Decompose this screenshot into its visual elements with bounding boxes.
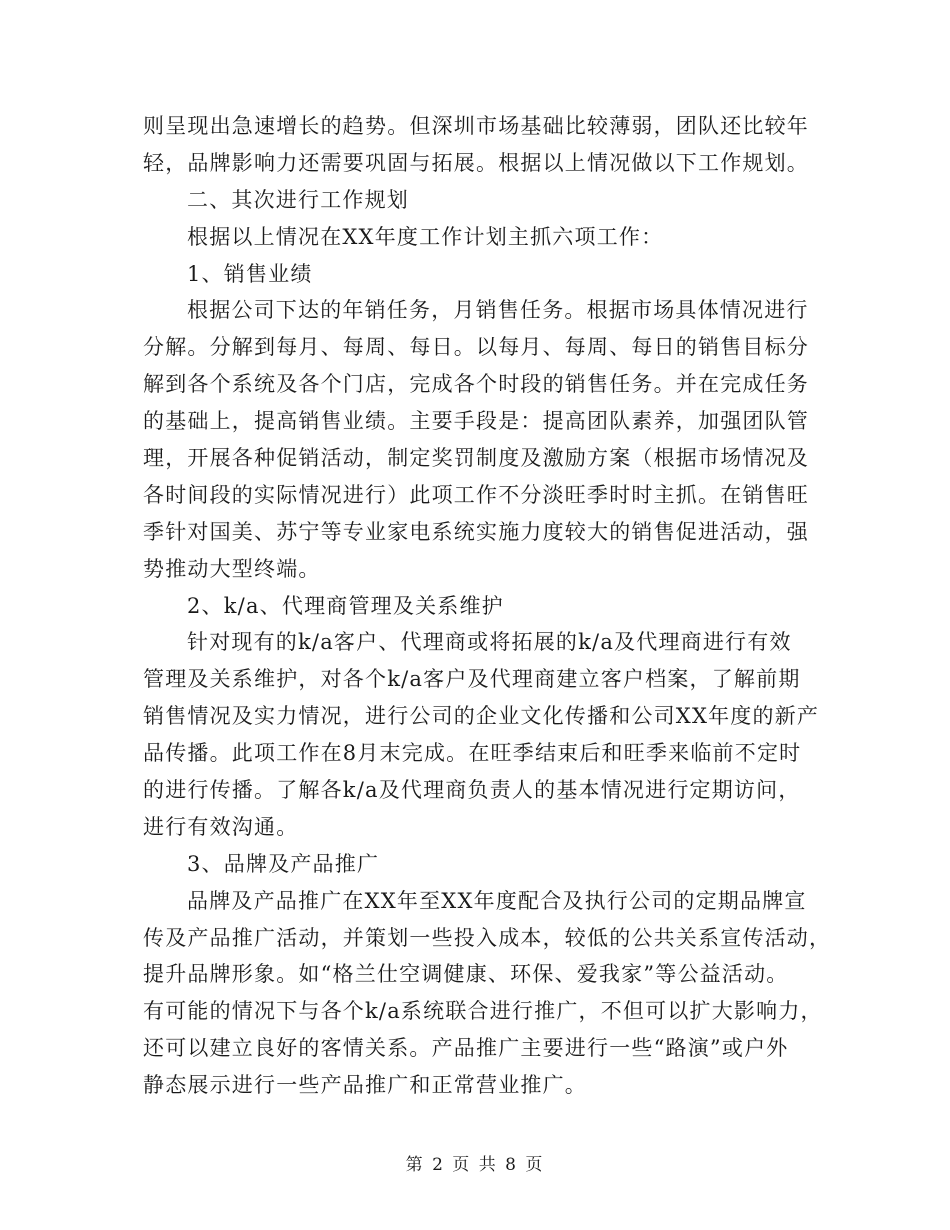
text-line: 势推动大型终端。 — [143, 556, 321, 581]
text-line: 销售情况及实力情况，进行公司的企业文化传播和公司XX年度的新产 — [143, 704, 820, 729]
text-line: 管理及关系维护，对各个k/a客户及代理商建立客户档案，了解前期 — [143, 667, 801, 692]
text-line: 品牌及产品推广在XX年至XX年度配合及执行公司的定期品牌宣 — [187, 888, 807, 913]
text-line: 有可能的情况下与各个k/a系统联合进行推广，不但可以扩大影响力， — [143, 999, 823, 1024]
text-line: 品传播。此项工作在8月末完成。在旺季结束后和旺季来临前不定时 — [143, 741, 802, 766]
text-line: 则呈现出急速增长的趋势。但深圳市场基础比较薄弱，团队还比较年 — [143, 114, 809, 138]
text-line: 解到各个系统及各个门店，完成各个时段的销售任务。并在完成任务 — [143, 372, 809, 397]
text-line: 根据以上情况在XX年度工作计划主抓六项工作： — [187, 224, 664, 249]
text-line: 的进行传播。了解各k/a及代理商负责人的基本情况进行定期访问， — [143, 778, 801, 803]
text-line: 轻，品牌影响力还需要巩固与拓展。根据以上情况做以下工作规划。 — [143, 150, 809, 175]
text-line: 针对现有的k/a客户、代理商或将拓展的k/a及代理商进行有效 — [187, 630, 792, 655]
text-line: 传及产品推广活动，并策划一些投入成本，较低的公共关系宣传活动， — [143, 925, 832, 950]
subsection-heading: 1、销售业绩 — [187, 261, 313, 286]
text-line: 理，开展各种促销活动，制定奖罚制度及激励方案（根据市场情况及 — [143, 446, 809, 471]
text-line: 提升品牌形象。如“格兰仕空调健康、环保、爱我家”等公益活动。 — [143, 962, 789, 987]
subsection-heading: 3、品牌及产品推广 — [187, 851, 380, 876]
text-line: 进行有效沟通。 — [143, 814, 299, 839]
text-line: 还可以建立良好的客情关系。产品推广主要进行一些“路演”或户外 — [143, 1036, 789, 1061]
document-body — [143, 108, 832, 1104]
section-heading: 二、其次进行工作规划 — [187, 187, 409, 212]
text-line: 各时间段的实际情况进行）此项工作不分淡旺季时时主抓。在销售旺 — [143, 482, 809, 507]
text-line: 根据公司下达的年销任务，月销售任务。根据市场具体情况进行 — [187, 298, 809, 323]
text-line: 的基础上，提高销售业绩。主要手段是：提高团队素养，加强团队管 — [143, 409, 809, 434]
text-line: 静态展示进行一些产品推广和正常营业推广。 — [143, 1073, 587, 1098]
page-number-footer: 第 2 页 共 8 页 — [405, 1155, 545, 1175]
text-line: 季针对国美、苏宁等专业家电系统实施力度较大的销售促进活动，强 — [143, 519, 809, 544]
subsection-heading: 2、k/a、代理商管理及关系维护 — [187, 593, 504, 618]
text-line: 分解。分解到每月、每周、每日。以每月、每周、每日的销售目标分 — [143, 335, 809, 360]
